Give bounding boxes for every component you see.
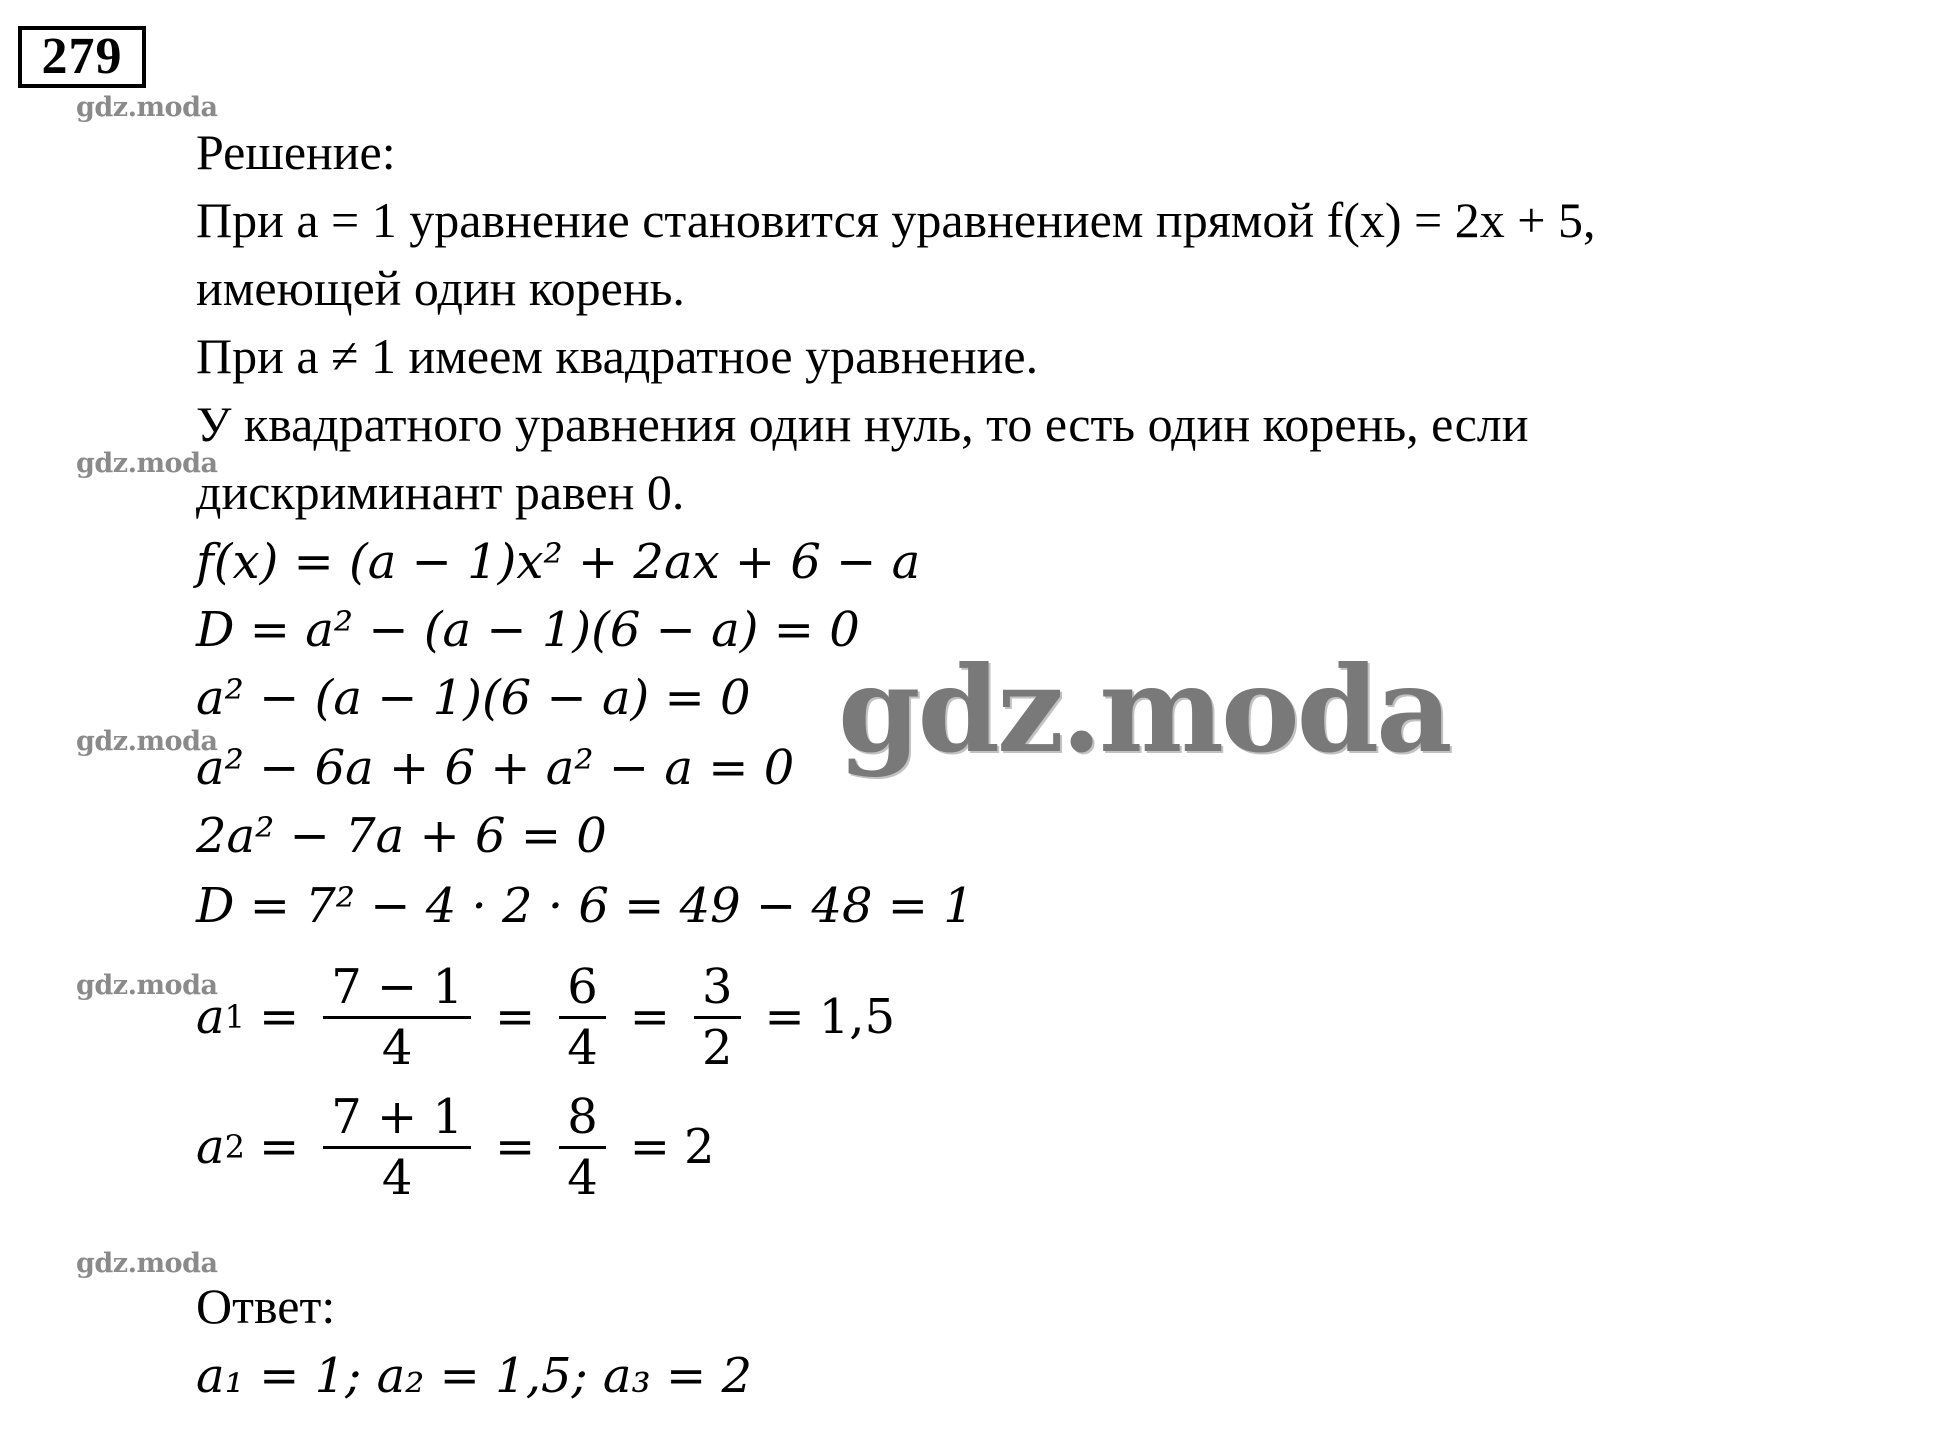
solution-heading: Решение: bbox=[196, 124, 396, 180]
text-line: При a ≠ 1 имеем квадратное уравнение. bbox=[196, 328, 1039, 384]
result-value: 2 bbox=[684, 1119, 715, 1175]
answer-line: a₁ = 1; a₂ = 1,5; a₃ = 2 bbox=[196, 1348, 753, 1404]
fraction-denominator: 4 bbox=[381, 1149, 413, 1206]
equation-line: D = a² − (a − 1)(6 − a) = 0 bbox=[196, 602, 860, 658]
equals-sign: = bbox=[258, 989, 300, 1045]
equals-sign: = bbox=[629, 1119, 670, 1175]
equation-line: D = 7² − 4 · 2 · 6 = 49 − 48 = 1 bbox=[196, 878, 974, 934]
text-line: дискриминант равен 0. bbox=[196, 464, 685, 520]
watermark-small: gdz.moda bbox=[76, 448, 218, 479]
root-symbol: a bbox=[196, 989, 225, 1045]
fraction-denominator: 4 bbox=[567, 1019, 598, 1076]
fraction bbox=[559, 1088, 606, 1207]
equals-sign: = bbox=[629, 989, 670, 1045]
fraction bbox=[323, 1088, 471, 1207]
problem-number: 279 bbox=[18, 26, 146, 88]
equals-sign: = bbox=[495, 1119, 536, 1175]
root-index: 1 bbox=[224, 998, 245, 1036]
fraction bbox=[559, 958, 606, 1077]
fraction-denominator: 2 bbox=[702, 1019, 733, 1076]
watermark-small: gdz.moda bbox=[76, 970, 218, 1001]
fraction-numerator: 7 + 1 bbox=[331, 1088, 464, 1145]
fraction-numerator: 3 bbox=[702, 958, 733, 1015]
fraction bbox=[694, 958, 741, 1077]
watermark-small: gdz.moda bbox=[76, 92, 218, 123]
text-line: имеющей один корень. bbox=[196, 260, 685, 316]
watermark-small: gdz.moda bbox=[76, 726, 218, 757]
answer-heading: Ответ: bbox=[196, 1278, 336, 1334]
fraction bbox=[323, 958, 471, 1077]
root-index: 2 bbox=[224, 1128, 245, 1166]
root-a2-expression bbox=[196, 1082, 715, 1212]
result-value: 1,5 bbox=[818, 989, 896, 1045]
root-a1-expression bbox=[196, 952, 895, 1082]
text-line: При a = 1 уравнение становится уравнением прямой f(x) = 2x + 5, bbox=[196, 192, 1596, 248]
fraction-numerator: 6 bbox=[567, 958, 598, 1015]
watermark-small: gdz.moda bbox=[76, 1248, 218, 1279]
fraction-numerator: 7 − 1 bbox=[331, 958, 464, 1015]
equation-line: a² − (a − 1)(6 − a) = 0 bbox=[196, 670, 751, 726]
fraction-denominator: 4 bbox=[381, 1019, 413, 1076]
equals-sign: = bbox=[764, 989, 805, 1045]
equation-line: f(x) = (a − 1)x² + 2ax + 6 − a bbox=[196, 534, 921, 590]
fraction-numerator: 8 bbox=[567, 1088, 598, 1145]
fraction-denominator: 4 bbox=[567, 1149, 598, 1206]
equals-sign: = bbox=[495, 989, 536, 1045]
equation-line: 2a² − 7a + 6 = 0 bbox=[196, 808, 607, 864]
text-line: У квадратного уравнения один нуль, то есть один корень, если bbox=[196, 396, 1529, 452]
equals-sign: = bbox=[258, 1119, 300, 1175]
root-symbol: a bbox=[196, 1119, 225, 1175]
watermark-large: gdz.moda bbox=[838, 640, 1450, 779]
equation-line: a² − 6a + 6 + a² − a = 0 bbox=[196, 740, 795, 796]
